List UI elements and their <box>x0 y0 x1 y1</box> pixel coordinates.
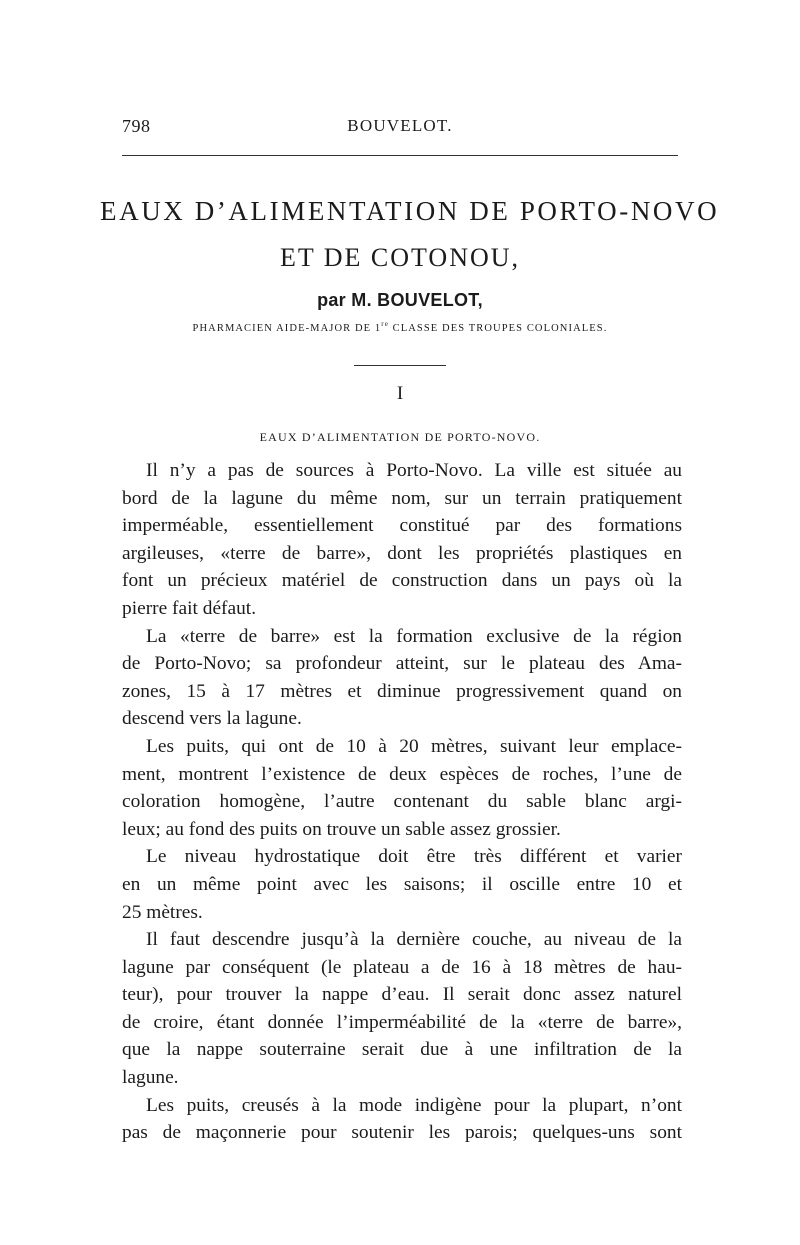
text-line: lagune par conséquent (le plateau a de 16 à 18 mètres de hau- <box>122 956 682 978</box>
text-line: leux; au fond des puits on trouve un sable assez grossier. <box>122 818 561 840</box>
text-line: de croire, étant donnée l’imperméabilité de la «terre de barre», <box>122 1011 682 1033</box>
author-byline: par M. BOUVELOT, <box>317 290 483 310</box>
text-line: descend vers la lagune. <box>122 708 302 730</box>
running-title: BOUVELOT. <box>347 116 453 135</box>
body-text <box>122 457 682 1147</box>
affiliation-text: PHARMACIEN AIDE-MAJOR DE 1 <box>192 323 382 334</box>
text-line: 25 mètres. <box>122 901 203 923</box>
text-line: Les puits, creusés à la mode indigène pour la plupart, n’ont <box>146 1094 682 1116</box>
text-line: font un précieux matériel de construction dans un pays où la <box>122 570 682 592</box>
section-title: EAUX D’ALIMENTATION DE PORTO-NOVO. <box>259 430 541 444</box>
text-line: pierre fait défaut. <box>122 597 257 619</box>
text-line: Il n’y a pas de sources à Porto-Novo. La ville est située au <box>146 460 682 481</box>
affiliation-superscript: re <box>381 320 389 328</box>
text-line: bord de la lagune du même nom, sur un terrain pratiquement <box>122 487 682 509</box>
text-line: coloration homogène, l’autre contenant du sable blanc argi- <box>122 791 682 813</box>
text-line: Le niveau hydrostatique doit être très différent et varier <box>146 846 682 868</box>
text-line: en un même point avec les saisons; il oscille entre 10 et <box>122 873 682 895</box>
text-line: teur), pour trouver la nappe d’eau. Il serait donc assez naturel <box>122 984 682 1006</box>
text-line: imperméable, essentiellement constitué par des formations <box>122 515 682 537</box>
header-rule <box>122 155 678 156</box>
section-numeral: I <box>396 383 404 404</box>
text-line: lagune. <box>122 1067 179 1089</box>
page-number: 798 <box>122 116 151 136</box>
text-line: Il faut descendre jusqu’à la dernière couche, au niveau de la <box>146 929 682 951</box>
article-title-line-2: ET DE COTONOU, <box>279 243 521 272</box>
title-separator-rule <box>354 365 446 366</box>
text-line: ment, montrent l’existence de deux espèces de roches, l’une de <box>122 763 682 785</box>
author-affiliation <box>100 320 700 334</box>
text-line: que la nappe souterraine serait due à une infiltration de la <box>122 1039 682 1061</box>
text-line: pas de maçonnerie pour soutenir les parois; quelques-uns sont <box>122 1122 682 1144</box>
text-line: argileuses, «terre de barre», dont les propriétés plastiques en <box>122 542 682 564</box>
text-line: zones, 15 à 17 mètres et diminue progressivement quand on <box>122 680 682 702</box>
article-title-line-1: EAUX D’ALIMENTATION DE PORTO-NOVO <box>100 196 720 226</box>
running-head <box>122 116 678 140</box>
text-line: La «terre de barre» est la formation exclusive de la région <box>146 625 682 647</box>
affiliation-text-end: CLASSE DES TROUPES COLONIALES. <box>388 323 608 334</box>
text-line: Les puits, qui ont de 10 à 20 mètres, suivant leur emplace- <box>146 735 682 757</box>
text-line: de Porto-Novo; sa profondeur atteint, sur le plateau des Ama- <box>122 653 682 675</box>
